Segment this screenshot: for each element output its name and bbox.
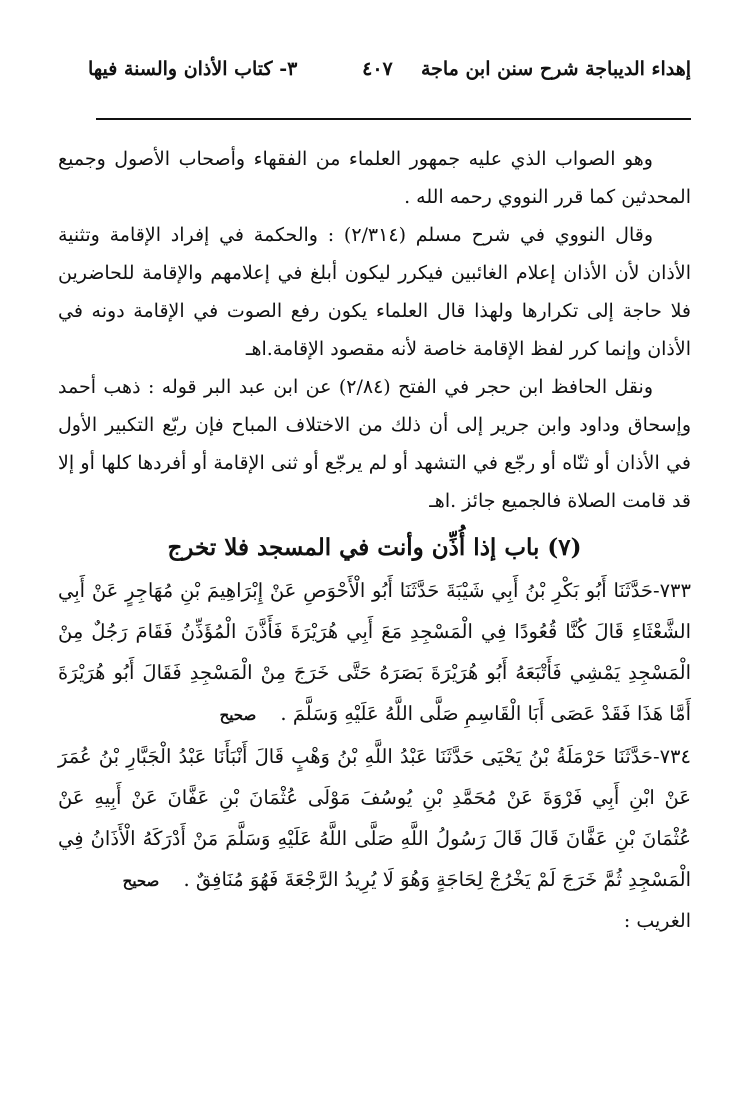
hadith-text: ٧٣٣-حَدَّثَنَا أَبُو بَكْرِ بْنُ أَبِي شَيْبَةَ حَدَّثَنَا أَبُو الْأَحْوَصِ عَنْ إِبْرَاهِيمَ بْنِ مُهَاجِرٍ عَنْ أَبِي الشَّعْثَاءِ قَالَ كُنَّا قُعُودًا فِي الْمَسْجِدِ مَعَ أَبِي هُرَيْرَةَ فَأَذَّنَ الْمُؤَذِّنُ فَقَامَ رَجُلٌ مِنْ الْمَسْجِدِ يَمْشِي فَأَتْبَعَهُ أَبُو هُرَيْرَةَ بَصَرَهُ حَتَّى خَرَجَ مِنْ الْمَسْجِدِ فَقَالَ أَبُو هُرَيْرَةَ أَمَّا هَذَا فَقَدْ عَصَى أَبَا الْقَاسِمِ صَلَّى اللَّهُ عَلَيْهِ وَسَلَّمَ . [58,579,691,725]
page-header [88,52,691,92]
chapter-title: (٧) باب إذا أُذِّن وأنت في المسجد فلا تخرج [167,534,582,561]
gharib-heading: الغريب : [623,910,691,932]
commentary-paragraph-3: ونقل الحافظ ابن حجر في الفتح (٢/٨٤) عن ابن عبد البر قوله : ذهب أحمد وإسحاق وداود وابن جرير إلى أن ذلك من الاختلاف المباح فإن ربّع التكبير الأول في الأذان أو ثنّاه أو رجّع في التشهد أو لم يرجّع أو ثنى الإقامة أو أفردها كلها أو إلا قد قامت الصلاة فالجميع جائز .اهـ [58,376,691,512]
chapter-running-title: ٣- كتاب الأذان والسنة فيها [88,58,298,80]
page-number: ٤٠٧ [362,58,393,80]
page-body [58,140,691,940]
book-title: إهداء الديباجة شرح سنن ابن ماجة [420,58,691,80]
commentary-paragraph-1: وهو الصواب الذي عليه جمهور العلماء من الفقهاء وأصحاب الأصول وجميع المحدثين كما قرر النووي رحمه الله . [58,148,691,208]
hadith-grade: صحيح [122,872,160,890]
hadith-grade: صحيح [219,706,257,724]
hadith-734 [58,736,691,902]
header-divider [96,118,691,120]
hadith-733 [58,570,691,736]
hadith-text: ٧٣٤-حَدَّثَنَا حَرْمَلَةُ بْنُ يَحْيَى حَدَّثَنَا عَبْدُ اللَّهِ بْنُ وَهْبٍ قَالَ أَنْبَأَنَا عَبْدُ الْجَبَّارِ بْنُ عُمَرَ عَنْ ابْنِ أَبِي فَرْوَةَ عَنْ مُحَمَّدِ بْنِ يُوسُفَ مَوْلَى عُثْمَانَ بْنِ عَفَّانَ عَنْ أَبِيهِ عَنْ عُثْمَانَ بْنِ عَفَّانَ قَالَ قَالَ رَسُولُ اللَّهِ صَلَّى اللَّهُ عَلَيْهِ وَسَلَّمَ مَنْ أَدْرَكَهُ الْأَذَانُ فِي الْمَسْجِدِ ثُمَّ خَرَجَ لَمْ يَخْرُجْ لِحَاجَةٍ وَهُوَ لَا يُرِيدُ الرَّجْعَةَ فَهُوَ مُنَافِقٌ . [58,745,691,891]
commentary-paragraph-2: وقال النووي في شرح مسلم (٢/٣١٤) : والحكمة في إفراد الإقامة وتثنية الأذان لأن الأذان إعلام الغائبين فيكرر ليكون أبلغ في إعلامهم والإقامة للحاضرين فلا حاجة إلى تكرارها ولهذا قال العلماء يكون رفع الصوت في الإقامة دونه في الأذان وإنما كرر لفظ الإقامة خاصة لأنه مقصود الإقامة.اهـ [58,224,691,360]
